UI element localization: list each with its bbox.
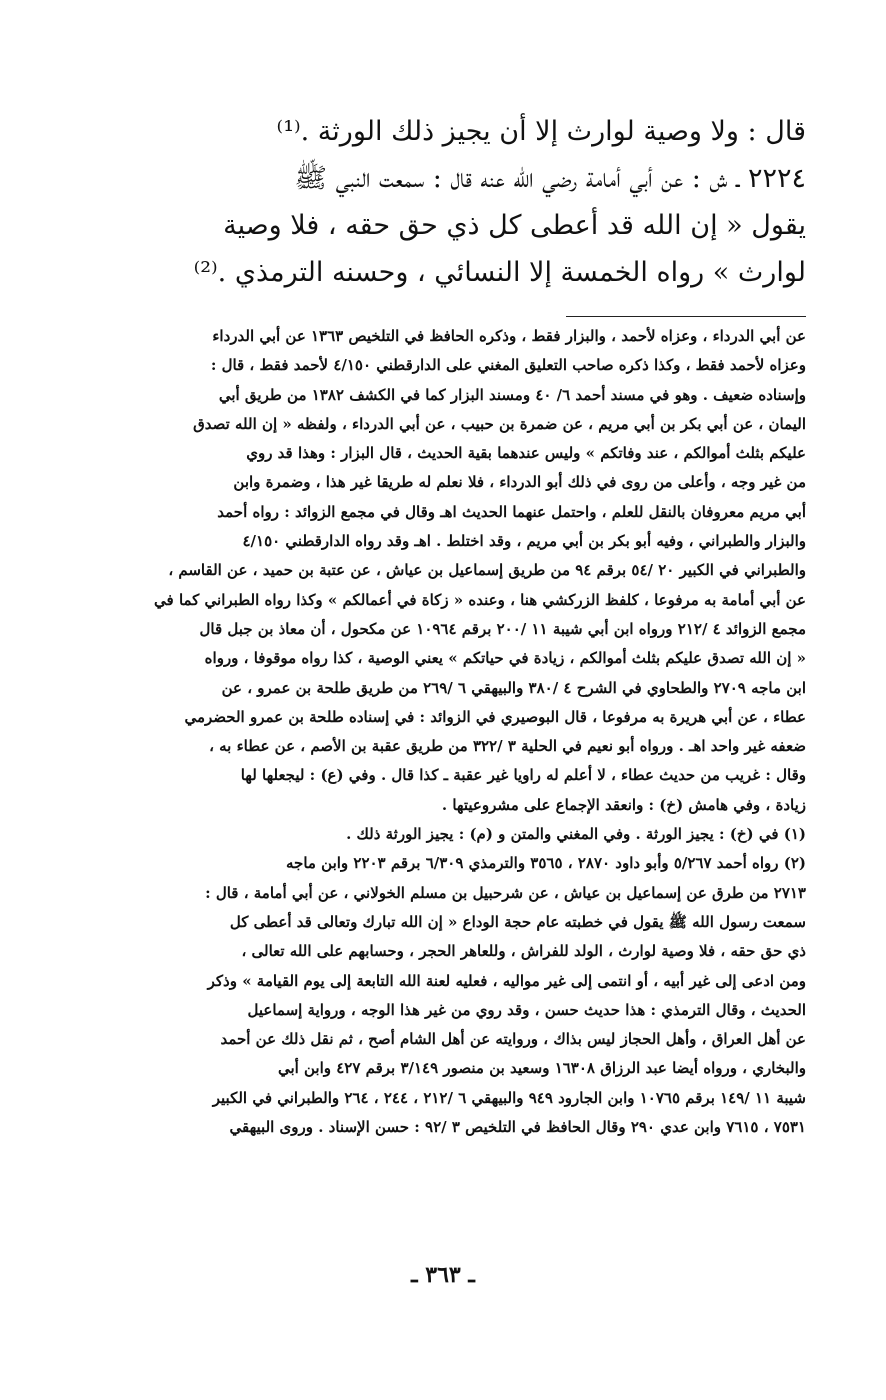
footnote-line: (١) في (خ) : يجيز الورثة . وفي المغني والمتن و (م) : يجيز الورثة ذلك . <box>346 825 806 844</box>
footnote-line: « إن الله تصدق عليكم بثلث أموالكم ، زيادة في حياتكم » يعني الوصية ، كذا رواه موقوفا ، ورواه <box>204 649 806 668</box>
page-number: ـ ٣٦٣ ـ <box>411 1262 475 1288</box>
footnote-line: زيادة ، وفي هامش (خ) : وانعقد الإجماع على مشروعيتها . <box>441 795 806 814</box>
footnote-line: والبزار والطبراني ، وفيه أبو بكر بن أبي مريم ، وقد اختلط . اهـ وقد رواه الدارقطني ٤/١٥٠ <box>242 532 806 551</box>
footnote-line: عن أبي أمامة به مرفوعا ، كلفظ الزركشي هنا ، وعنده « زكاة في أعمالكم » وكذا رواه الطبراني كما في <box>154 590 806 609</box>
footnote-line: ابن ماجه ٢٧٠٩ والطحاوي في الشرح ٤ /٣٨٠ والبيهقي ٦ /٢٦٩ من طريق طلحة بن عمرو ، عن <box>221 678 806 697</box>
footnote-line: اليمان ، عن أبي بكر بن أبي مريم ، عن ضمرة بن حبيب ، عن أبي الدرداء ، ولفظه « إن الله تصدق <box>193 414 806 433</box>
main-text <box>86 108 806 296</box>
footnote-line: ٢٧١٣ من طرق عن إسماعيل بن عياش ، عن شرحبيل بن مسلم الخولاني ، عن أبي أمامة ، قال : <box>205 883 806 902</box>
footnote-line: وقال : غريب من حديث عطاء ، لا أعلم له راويا غير عقبة ـ كذا قال . وفي (ع) : ليجعلها لها <box>240 766 806 785</box>
footnote-line: أبي مريم معروفان بالنقل للعلم ، واحتمل عنهما الحديث اهـ وقال في مجمع الزوائد : رواه أحمد <box>217 502 806 521</box>
footnote-line: (٢) رواه أحمد ٥/٢٦٧ وأبو داود ٢٨٧٠ ، ٣٥٦٥ والترمذي ٦/٣٠٩ برقم ٢٢٠٣ وابن ماجه <box>286 854 806 873</box>
footnote-line: مجمع الزوائد ٤ /٢١٢ ورواه ابن أبي شيبة ١١ /٢٠٠ برقم ١٠٩٦٤ عن مكحول ، أن معاذ بن جبل قال <box>199 619 806 638</box>
footnote-line: ومن ادعى إلى غير أبيه ، أو انتمى إلى غير مواليه ، فعليه لعنة الله التابعة إلى يوم القيامة » وذكر <box>207 971 806 990</box>
footnote-line: وإسناده ضعيف . وهو في مسند أحمد ٦/ ٤٠ ومسند البزار كما في الكشف ١٣٨٢ من طريق أبي <box>218 385 806 404</box>
footnote-line: الحديث ، وقال الترمذي : هذا حديث حسن ، وقد روي من غير هذا الوجه ، ورواية إسماعيل <box>247 1000 806 1019</box>
main-line: ٢٢٢٤ ـ ش : عن أبي أمامة رضي الله عنه قال : سمعت النبي ﷺ <box>294 163 806 194</box>
footnote-line: سمعت رسول الله ﷺ يقول في خطبته عام حجة الوداع « إن الله تبارك وتعالى قد أعطى كل <box>229 912 806 931</box>
footnote-line: عطاء ، عن أبي هريرة به مرفوعا ، قال البوصيري في الزوائد : في إسناده طلحة بن عمرو الحضرمي <box>184 707 806 726</box>
main-line: قال : ولا وصية لوارث إلا أن يجيز ذلك الورثة .⁽¹⁾ <box>276 116 806 147</box>
main-line: لوارث » رواه الخمسة إلا النسائي ، وحسنه الترمذي .⁽²⁾ <box>193 257 806 288</box>
footnote-divider <box>566 316 806 317</box>
footnote-line: ذي حق حقه ، فلا وصية لوارث ، الولد للفراش ، وللعاهر الحجر ، وحسابهم على الله تعالى ، <box>241 942 806 961</box>
footnote-line: ٧٥٣١ ، ٧٦١٥ وابن عدي ٢٩٠ وقال الحافظ في التلخيص ٣ /٩٢ : حسن الإسناد . وروى البيهقي <box>229 1118 806 1137</box>
main-line: يقول « إن الله قد أعطى كل ذي حق حقه ، فلا وصية <box>223 210 806 241</box>
footnote-line: عن أبي الدرداء ، وعزاه لأحمد ، والبزار فقط ، وذكره الحافظ في التلخيص ١٣٦٣ عن أبي الدرداء <box>212 327 806 345</box>
footnote-line: والطبراني في الكبير ٢٠ /٥٤ برقم ٩٤ من طريق إسماعيل بن عياش ، عن عتبة بن حميد ، عن القاسم ، <box>168 561 806 580</box>
footnote-line: ضعفه غير واحد اهـ . ورواه أبو نعيم في الحلية ٣ /٣٢٢ من طريق عقبة بن الأصم ، عن عطاء به ، <box>209 737 806 756</box>
footnote-line: شيبة ١١ /١٤٩ برقم ١٠٧٦٥ وابن الجارود ٩٤٩ والبيهقي ٦ /٢١٢ ، ٢٤٤ ، ٢٦٤ والطبراني في الكبير <box>212 1088 806 1107</box>
footnote-line: عليكم بثلث أموالكم ، عند وفاتكم » وليس عندهما بقية الحديث ، قال البزار : وهذا قد روي <box>246 444 806 463</box>
footnotes <box>82 322 806 1142</box>
footnote-line: عن أهل العراق ، وأهل الحجاز ليس بذاك ، وروايته عن أهل الشام أصح ، ثم نقل ذلك عن أحمد <box>220 1030 806 1049</box>
footnote-line: وعزاه لأحمد فقط ، وكذا ذكره صاحب التعليق المغني على الدارقطني ٤/١٥٠ لأحمد فقط ، قال : <box>210 356 806 375</box>
footnote-line: والبخاري ، ورواه أيضا عبد الرزاق ١٦٣٠٨ وسعيد بن منصور ٣/١٤٩ برقم ٤٢٧ وابن أبي <box>277 1059 806 1078</box>
footnote-line: من غير وجه ، وأعلى من روى في ذلك أبو الدرداء ، فلا نعلم له طريقا غير هذا ، وضمرة وابن <box>233 473 806 492</box>
